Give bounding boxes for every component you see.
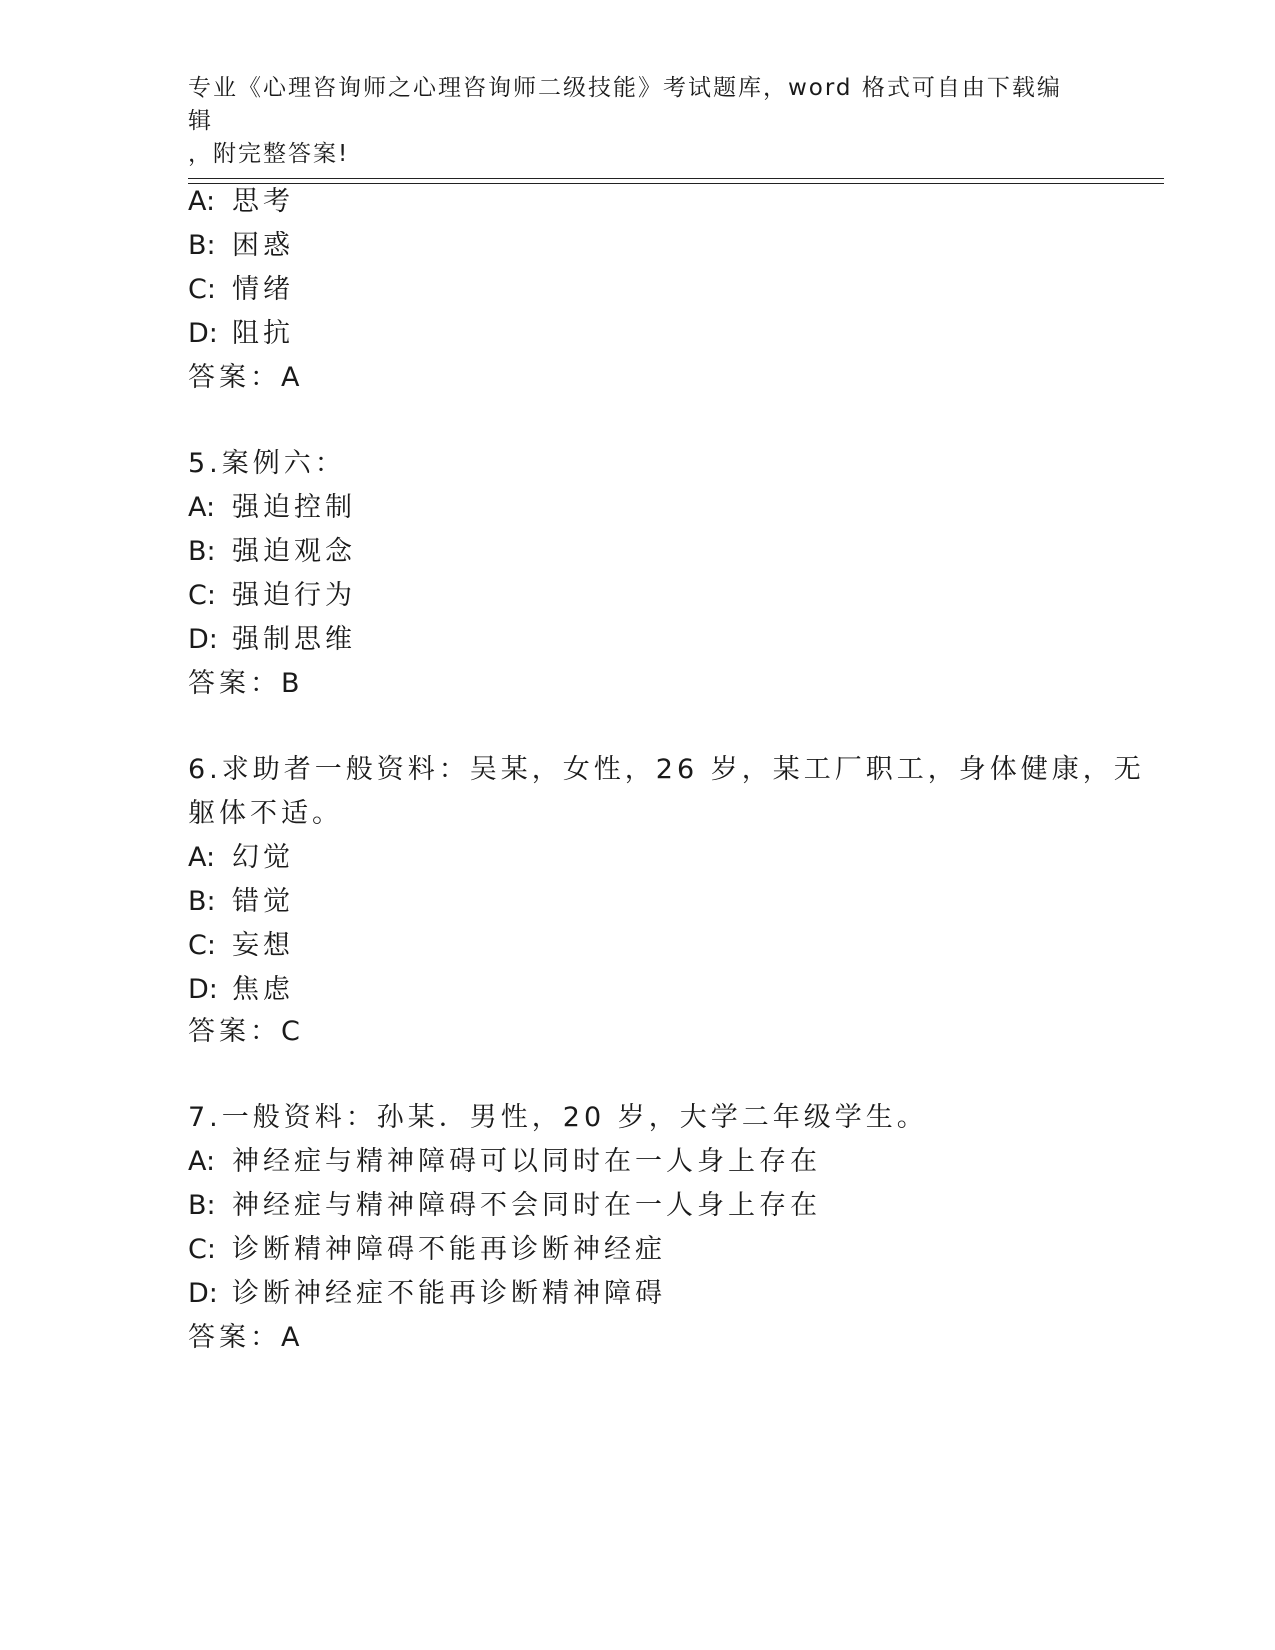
option-text: 阻抗	[232, 318, 294, 349]
option-c	[188, 580, 356, 612]
option-a	[188, 842, 294, 874]
option-text: 诊断神经症不能再诊断精神障碍	[232, 1278, 666, 1309]
answer-label: 答案：	[188, 1322, 281, 1353]
question-stem: 6.求助者一般资料：吴某，女性，26 岁，某工厂职工，身体健康，无	[188, 754, 1145, 785]
header-title-line-1: 专业《心理咨询师之心理咨询师二级技能》考试题库，word 格式可自由下载编辑	[188, 75, 1062, 134]
answer-value: B	[281, 668, 302, 699]
option-d	[188, 974, 294, 1006]
option-label: B:	[188, 886, 216, 917]
option-d	[188, 624, 356, 656]
option-text: 强制思维	[232, 624, 356, 655]
option-text: 诊断精神障碍不能再诊断神经症	[232, 1234, 666, 1265]
option-d	[188, 1278, 666, 1310]
option-c	[188, 1234, 666, 1266]
option-a	[188, 492, 356, 524]
option-text: 强迫观念	[232, 536, 356, 567]
document-header	[188, 72, 1068, 171]
answer-line	[188, 1016, 302, 1048]
option-label: C:	[188, 580, 216, 611]
option-b	[188, 886, 294, 918]
option-text: 强迫行为	[232, 580, 356, 611]
option-c	[188, 930, 294, 962]
option-label: C:	[188, 274, 216, 305]
answer-label: 答案：	[188, 362, 281, 393]
option-label: D:	[188, 1278, 218, 1309]
option-b	[188, 230, 294, 262]
option-d	[188, 318, 294, 350]
answer-label: 答案：	[188, 1016, 281, 1047]
answer-line	[188, 362, 301, 394]
answer-value: C	[281, 1016, 302, 1047]
option-label: C:	[188, 1234, 216, 1265]
question-stem: 5.案例六：	[188, 448, 346, 479]
question-stem: 7.一般资料：孙某．男性，20 岁，大学二年级学生。	[188, 1102, 928, 1133]
answer-line	[188, 668, 302, 700]
answer-value: A	[281, 362, 302, 393]
option-text: 神经症与精神障碍不会同时在一人身上存在	[232, 1190, 821, 1221]
option-label: A:	[188, 1146, 216, 1177]
option-text: 错觉	[232, 886, 294, 917]
option-label: D:	[188, 624, 218, 655]
answer-value: A	[281, 1322, 302, 1353]
option-label: C:	[188, 930, 216, 961]
option-label: A:	[188, 492, 216, 523]
option-text: 幻觉	[232, 842, 294, 873]
option-text: 情绪	[232, 274, 294, 305]
answer-label: 答案：	[188, 668, 281, 699]
option-label: D:	[188, 974, 218, 1005]
option-label: B:	[188, 230, 216, 261]
option-text: 妄想	[232, 930, 294, 961]
question-stem-continued: 躯体不适。	[188, 798, 343, 829]
header-title-line-2: ，附完整答案!	[188, 141, 350, 167]
option-b	[188, 536, 356, 568]
option-text: 困惑	[232, 230, 294, 261]
option-label: D:	[188, 318, 218, 349]
header-divider-top	[188, 178, 1164, 179]
option-label: A:	[188, 842, 216, 873]
option-label: B:	[188, 536, 216, 567]
option-label: A:	[188, 186, 216, 217]
option-text: 神经症与精神障碍可以同时在一人身上存在	[232, 1146, 821, 1177]
option-label: B:	[188, 1190, 216, 1221]
header-divider-bottom	[188, 183, 1164, 184]
option-text: 强迫控制	[232, 492, 356, 523]
option-text: 思考	[232, 186, 294, 217]
option-b	[188, 1190, 821, 1222]
answer-line	[188, 1322, 301, 1354]
option-text: 焦虑	[232, 974, 294, 1005]
option-c	[188, 274, 294, 306]
option-a	[188, 186, 294, 218]
option-a	[188, 1146, 821, 1178]
